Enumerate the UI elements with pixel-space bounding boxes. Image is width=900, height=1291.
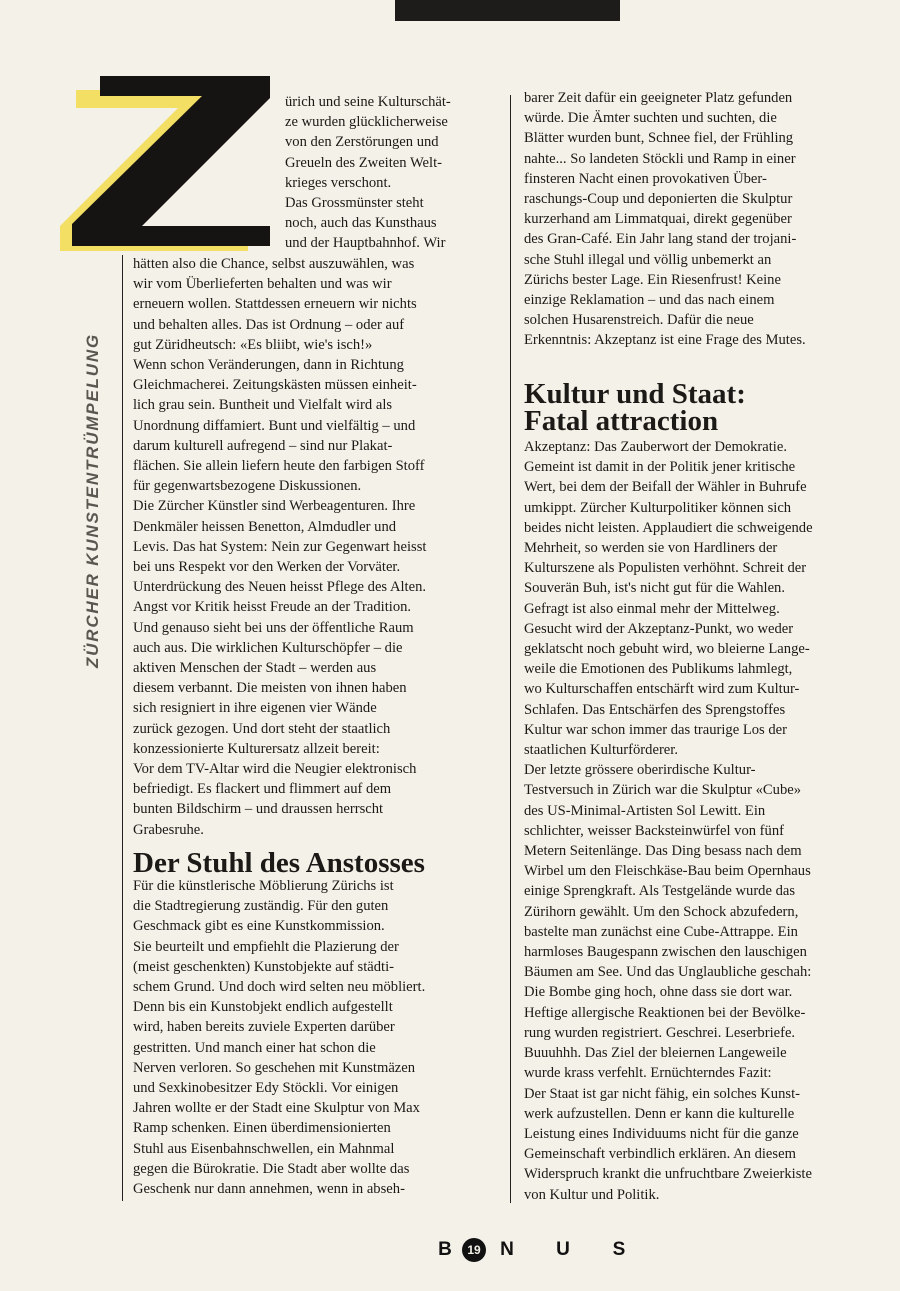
heading-kultur (524, 378, 746, 437)
text-line: (meist geschenkten) Kunstobjekte auf städti- (133, 958, 394, 975)
text-line: Gefragt ist also einmal mehr der Mittelweg. (524, 600, 780, 617)
text-line: Sie beurteilt und empfiehlt die Plazierung der (133, 938, 399, 955)
footer-letter-b: B (438, 1239, 452, 1260)
text-line: lich grau sein. Buntheit und Vielfalt wird als (133, 397, 393, 414)
text-line: staatlichen Kulturförderer. (524, 742, 678, 759)
heading-stuhl: Der Stuhl des Anstosses (133, 847, 425, 879)
text-line: Leistung eines Individuums nicht für die ganze (524, 1125, 799, 1142)
text-line: Angst vor Kritik heisst Freude an der Tradition. (133, 599, 412, 616)
footer-letter-u: U (556, 1239, 570, 1260)
text-line: erneuern wollen. Stattdessen erneuern wir nichts (133, 296, 417, 313)
text-line: Heftige allergische Reaktionen bei der Bevölke- (524, 1004, 806, 1021)
text-line: schem Grund. Und doch wird selten neu möbliert. (133, 979, 426, 996)
right-column-body (524, 88, 884, 351)
text-line: die Stadtregierung zuständig. Für den guten (133, 898, 389, 915)
footer-letter-n: N (500, 1239, 514, 1260)
page-footer (430, 1237, 634, 1263)
text-line: Stuhl aus Eisenbahnschwellen, ein Mahnmal (133, 1140, 395, 1157)
text-line: Geschmack gibt es eine Kunstkommission. (133, 918, 385, 935)
text-line: wird, haben bereits zuviele Experten darüber (133, 1019, 395, 1036)
text-line: barer Zeit dafür ein geeigneter Platz gefunden (524, 90, 793, 106)
text-line: Bäumen am See. Und das Unglaubliche geschah: (524, 964, 812, 981)
text-line: Greueln des Zweiten Welt- (285, 154, 443, 171)
text-line: krieges verschont. (285, 174, 392, 191)
text-line: Widerspruch krankt die unfruchtbare Zweierkiste (524, 1166, 812, 1183)
text-line: Die Bombe ging hoch, ohne dass sie dort war. (524, 984, 793, 1001)
text-line: Gemeinschaft verbindlich erklären. An diesem (524, 1146, 796, 1163)
kultur-section-body (524, 437, 813, 1205)
text-line: Und genauso sieht bei uns der öffentliche Raum (133, 619, 414, 636)
text-line: hätten also die Chance, selbst auszuwählen, was (133, 256, 415, 272)
top-black-bar (395, 0, 620, 21)
text-line: Denn bis ein Kunstobjekt endlich aufgestellt (133, 999, 393, 1016)
text-line: und Sexkinobesitzer Edy Stöckli. Vor einigen (133, 1080, 399, 1097)
text-line: Metern Seitenlänge. Das Ding besass nach dem (524, 843, 802, 860)
text-line: umkippt. Zürcher Kulturpolitiker können sich (524, 499, 792, 516)
text-line: des Gran-Café. Ein Jahr lang stand der trojani- (524, 231, 797, 248)
text-line: Schlafen. Das Entschärfen des Sprengstoffes (524, 701, 786, 718)
text-line: Kulturszene als Populisten verhöhnt. Schreit der (524, 560, 807, 577)
text-line: sche Stuhl illegal und völlig unbemerkt an (524, 251, 772, 268)
text-line: gut Züridheutsch: «Es bliibt, wie's isch!» (133, 336, 373, 353)
text-line: Grabesruhe. (133, 821, 204, 838)
text-line: Der Staat ist gar nicht fähig, ein solches Kunst- (524, 1085, 800, 1102)
text-line: solchen Husarenstreich. Dafür die neue (524, 312, 754, 329)
text-line: Die Zürcher Künstler sind Werbeagenturen. Ihre (133, 498, 416, 515)
text-line: bastelte man zunächst eine Cube-Attrappe. Ein (524, 923, 798, 940)
text-line: Gemeint ist damit in der Politik jener kritische (524, 459, 796, 476)
text-line: Testversuch in Zürich war die Skulptur «Cube» (524, 782, 802, 799)
text-line: bunten Bildschirm – und draussen herrscht (133, 801, 384, 818)
text-line: bei uns Respekt vor den Werken der Vorväter. (133, 559, 401, 576)
text-line: Vor dem TV-Altar wird die Neugier elektronisch (133, 761, 417, 778)
text-line: kurzerhand am Limmatquai, direkt gegenüber (524, 211, 792, 228)
footer-letter-s: S (612, 1239, 626, 1260)
column-divider-right (510, 95, 511, 1203)
text-line: Zürichs bester Lage. Ein Riesenfrust! Keine (524, 271, 781, 288)
text-line: Blätter wurden bunt, Schnee fiel, der Frühling (524, 130, 794, 147)
text-line: noch, auch das Kunsthaus (285, 215, 437, 232)
text-line: Erkenntnis: Akzeptanz ist eine Frage des Mutes. (524, 332, 806, 349)
text-line: Wirbel um den Fleischkäse-Bau beim Opernhaus (524, 863, 811, 880)
text-line: Für die künstlerische Möblierung Zürichs ist (133, 878, 394, 894)
heading-kultur-line1: Kultur und Staat: (524, 378, 746, 410)
page-number-badge: 19 (462, 1238, 486, 1262)
text-line: raschungs-Coup und deponierten die Skulptur (524, 191, 793, 208)
text-line: Nerven verloren. So geschehen mit Kunstmäzen (133, 1059, 416, 1076)
text-line: konzessionierte Kulturersatz allzeit bereit: (133, 740, 380, 757)
text-line: Unordnung diffamiert. Bunt und vielfältig – und (133, 417, 416, 434)
text-line: Wert, bei dem der Beifall der Wähler in Buhrufe (524, 479, 807, 496)
text-line: beides nicht leisten. Applaudiert die schweigende (524, 519, 813, 536)
text-line: Denkmäler heissen Benetton, Almdudler und (133, 518, 397, 535)
column-divider-left (122, 255, 123, 1201)
text-line: Wenn schon Veränderungen, dann in Richtung (133, 357, 404, 374)
text-line: schlichter, weisser Backsteinwürfel von fünf (524, 822, 784, 839)
intro-paragraph (285, 92, 451, 254)
text-line: harmloses Baugespann zwischen den lauschigen (524, 944, 807, 961)
text-line: Souverän Buh, ist's nicht gut für die Wahlen. (524, 580, 785, 597)
text-line: einzige Reklamation – und das nach einem (524, 292, 775, 309)
text-line: einige Sprengkraft. Als Testgelände wurde das (524, 883, 796, 900)
text-line: Buuuhhh. Das Ziel der bleiernen Langeweile (524, 1045, 787, 1062)
text-line: Unterdrückung des Neuen heisst Pflege des Alten. (133, 579, 427, 596)
stuhl-section-body (133, 876, 425, 1199)
text-line: finsteren Nacht einen provokativen Über- (524, 170, 767, 187)
text-line: gegen die Bürokratie. Die Stadt aber wollte das (133, 1160, 410, 1177)
text-line: Kultur war schon immer das traurige Los der (524, 721, 788, 738)
text-line: Ramp schenken. Einen überdimensionierten (133, 1120, 391, 1137)
text-line: zurück gezogen. Und dort steht der staatlich (133, 720, 391, 737)
left-column-body (133, 254, 495, 840)
text-line: des US-Minimal-Artisten Sol Lewitt. Ein (524, 802, 766, 819)
text-line: nahte... So landeten Stöckli und Ramp in einer (524, 150, 796, 167)
text-line: werk aufzustellen. Denn er kann die kulturelle (524, 1105, 795, 1122)
text-line: flächen. Sie allein liefern heute den farbigen Stoff (133, 458, 425, 475)
text-line: diesem verbannt. Die meisten von ihnen haben (133, 680, 407, 697)
heading-kultur-line2: Fatal attraction (524, 405, 719, 437)
text-line: von Kultur und Politik. (524, 1186, 660, 1203)
text-line: Geschenk nur dann annehmen, wenn in abseh- (133, 1181, 405, 1198)
text-line: darum kulturell aufregend – sind nur Plakat- (133, 437, 393, 454)
text-line: wurde krass verfehlt. Ernüchterndes Fazit: (524, 1065, 772, 1082)
text-line: wo Kulturschaffen entschärft wird zum Kultur- (524, 681, 800, 698)
text-line: Das Grossmünster steht (285, 195, 424, 212)
text-line: wir vom Überlieferten behalten und was wir (133, 276, 392, 293)
text-line: Levis. Das hat System: Nein zur Gegenwart heisst (133, 538, 427, 555)
text-line: geklatscht noch gebuht wird, wo bleierne Lange- (524, 641, 810, 658)
text-line: Zürihorn gewählt. Um den Schock abzufedern, (524, 903, 799, 920)
text-line: für gegenwartsbezogene Diskussionen. (133, 478, 362, 495)
text-line: würde. Die Ämter suchten und suchten, die (524, 110, 777, 127)
text-line: Gleichmacherei. Zeitungskästen müssen einheit- (133, 377, 417, 394)
text-line: Mehrheit, so werden sie von Hardliners der (524, 540, 778, 557)
text-line: Jahren wollte er der Stadt eine Skulptur von Max (133, 1100, 420, 1117)
text-line: sich resigniert in ihre eigenen vier Wände (133, 700, 377, 717)
text-line: weile die Emotionen des Publikums lahmlegt, (524, 661, 793, 678)
text-line: ze wurden glücklicherweise (285, 114, 448, 131)
text-line: rung wurden registriert. Geschrei. Leserbriefe. (524, 1024, 796, 1041)
side-section-label: ZÜRCHER KUNSTENTRÜMPELUNG (83, 333, 102, 668)
text-line: gestritten. Und manch einer hat schon die (133, 1039, 376, 1056)
text-line: Gesucht wird der Akzeptanz-Punkt, wo weder (524, 620, 794, 637)
text-line: ürich und seine Kulturschät- (285, 94, 451, 110)
text-line: und behalten alles. Das ist Ordnung – oder auf (133, 316, 405, 333)
text-line: Der letzte grössere oberirdische Kultur- (524, 762, 756, 779)
text-line: von den Zerstörungen und (285, 134, 439, 151)
text-line: aktiven Menschen der Stadt – werden aus (133, 660, 377, 677)
dropcap-z (60, 76, 270, 251)
text-line: auch aus. Die wirklichen Kulturschöpfer – die (133, 639, 403, 656)
text-line: befriedigt. Es flackert und flimmert auf dem (133, 781, 392, 798)
text-line: Akzeptanz: Das Zauberwort der Demokratie. (524, 439, 787, 455)
text-line: und der Hauptbahnhof. Wir (285, 235, 446, 252)
